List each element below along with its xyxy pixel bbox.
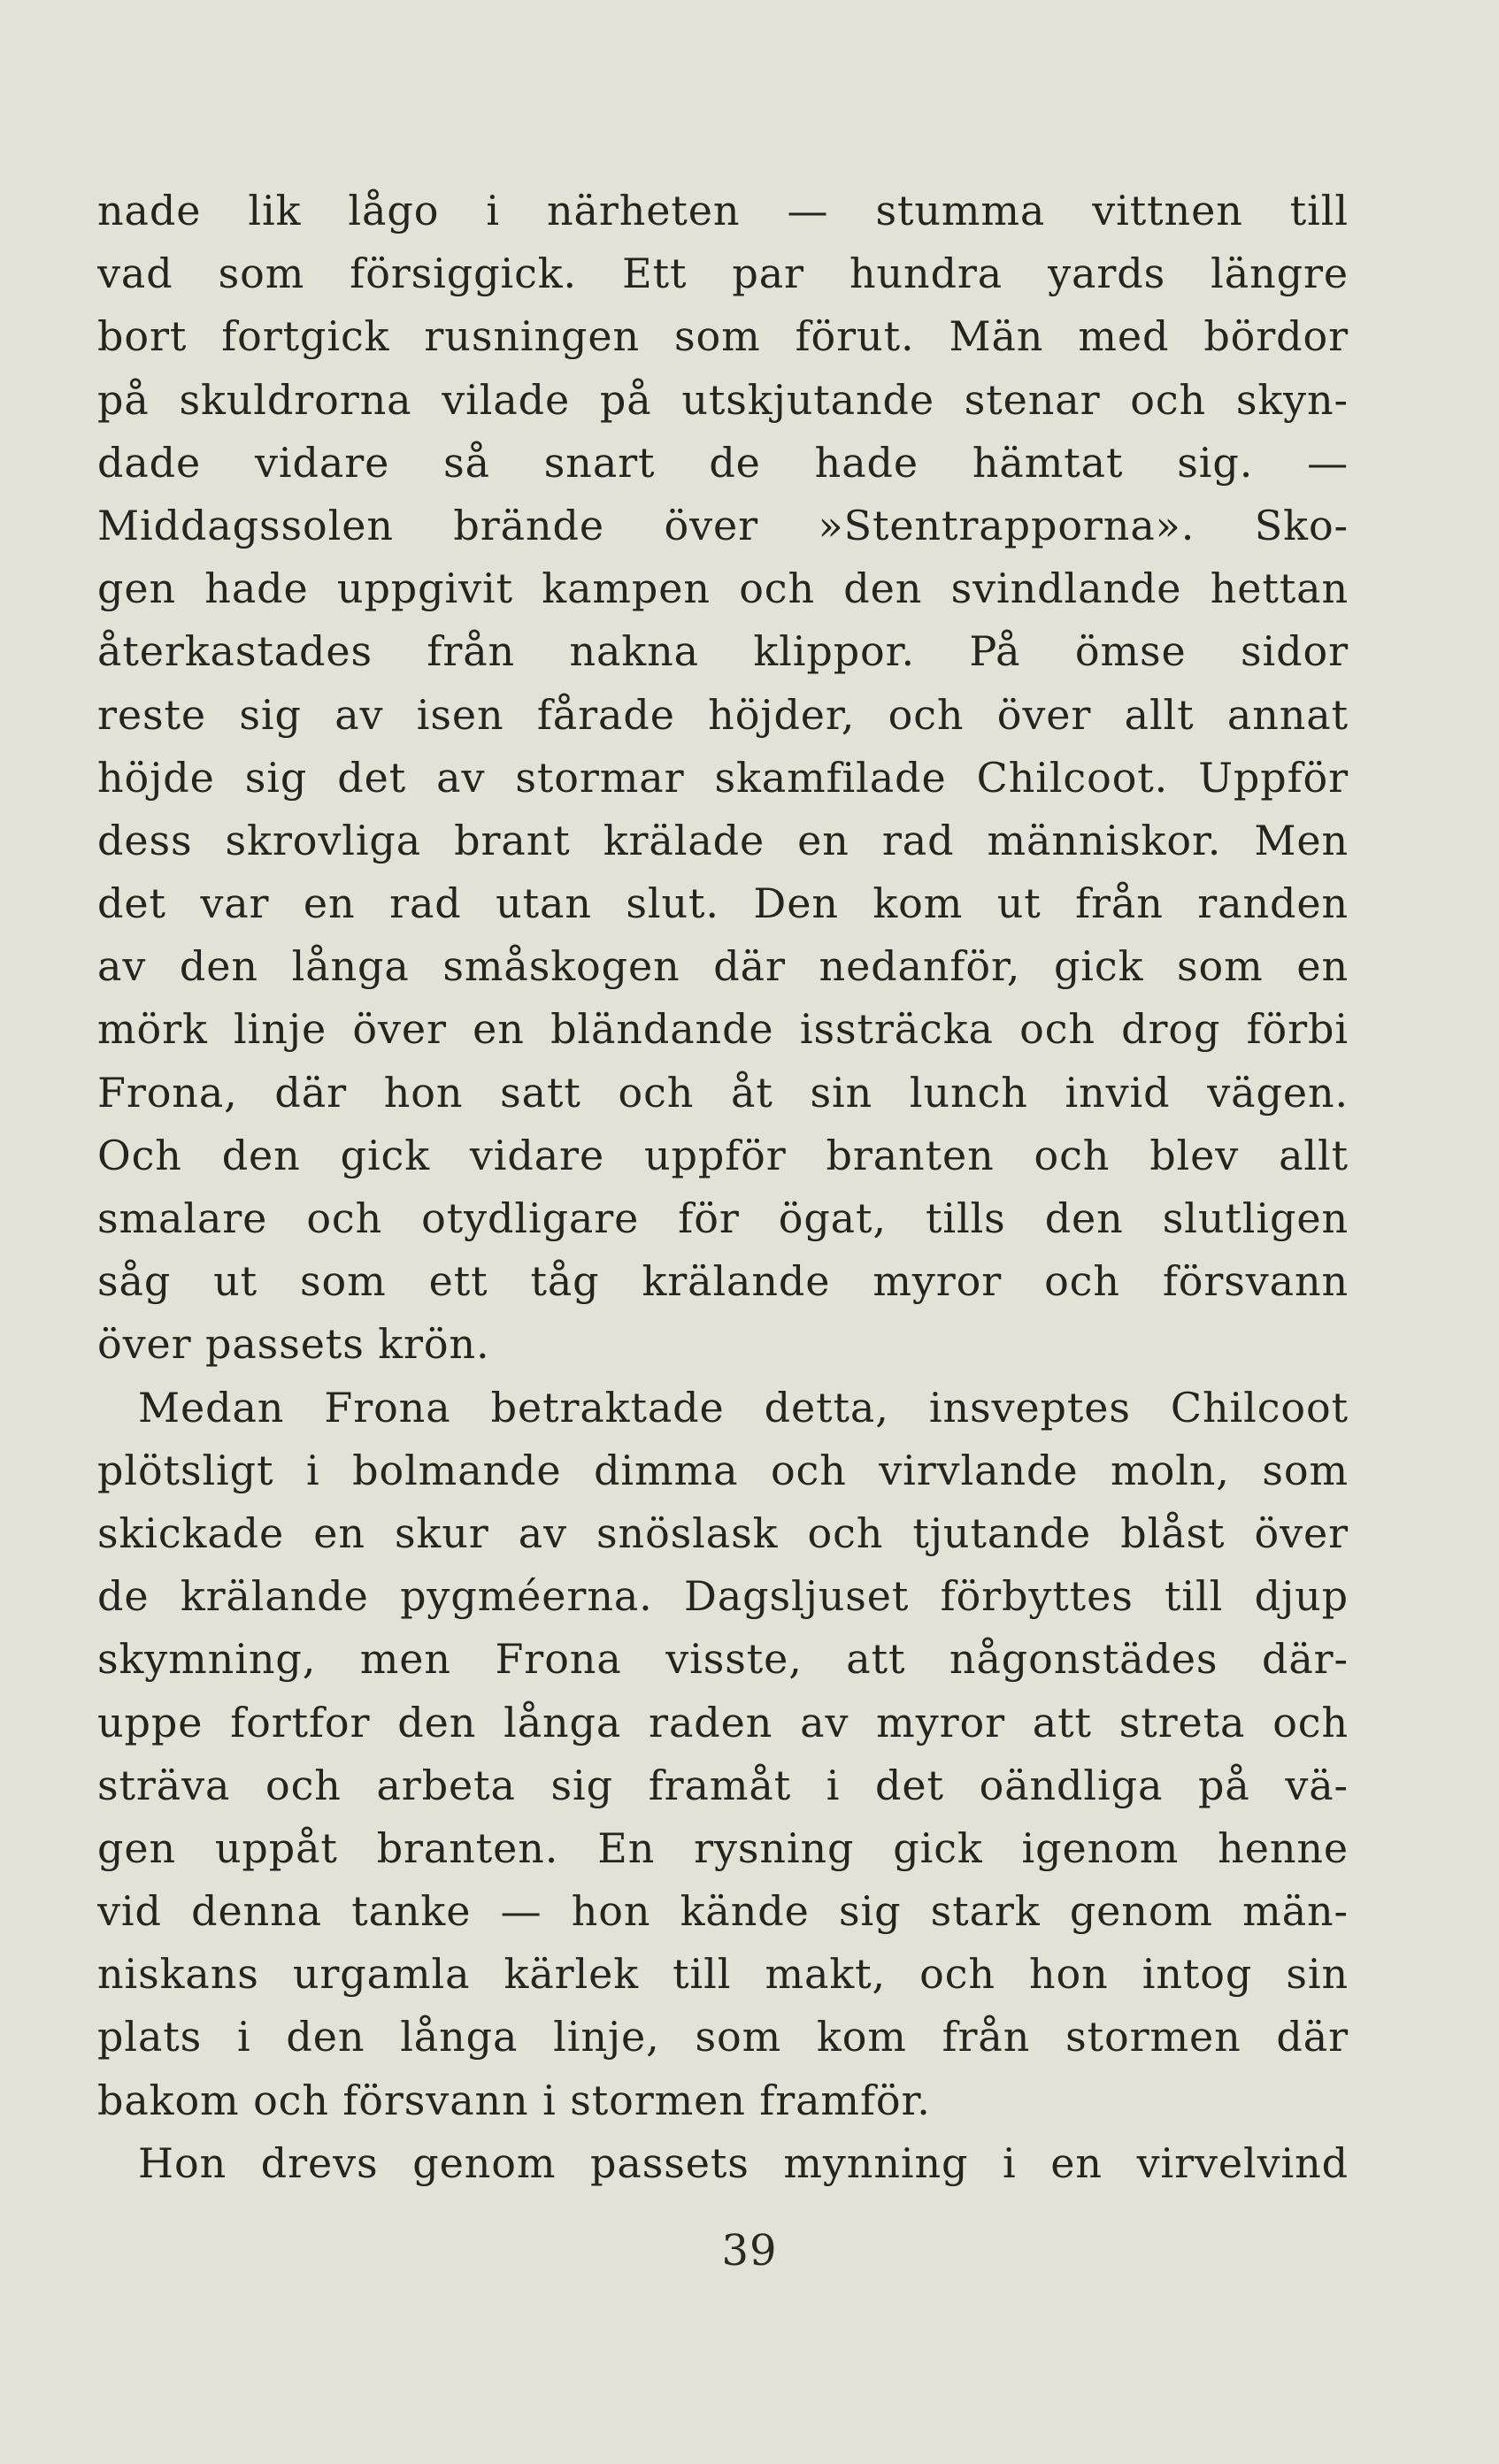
text-line: smalare och otydligare för ögat, tills den slutligen xyxy=(97,1194,1349,1242)
text-line: vad som försiggick. Ett par hundra yards längre xyxy=(97,249,1349,298)
text-line: Medan Frona betraktade detta, insveptes Chilcoot xyxy=(138,1383,1349,1432)
text-line: av den långa småskogen där nedanför, gick som en xyxy=(97,942,1349,991)
text-line: på skuldrorna vilade på utskjutande stenar och skyn- xyxy=(97,375,1349,424)
text-line: Frona, där hon satt och åt sin lunch invid vägen. xyxy=(97,1068,1349,1117)
text-line: reste sig av isen fårade höjder, och över allt annat xyxy=(97,690,1349,739)
text-line: nade lik lågo i närheten — stumma vittnen till xyxy=(97,187,1349,234)
text-line: såg ut som ett tåg krälande myror och försvann xyxy=(97,1257,1349,1306)
text-line: niskans urgamla kärlek till makt, och hon intog sin xyxy=(97,1950,1349,1999)
text-line: bakom och försvann i stormen framför. xyxy=(97,2076,931,2124)
text-line: dess skrovliga brant krälade en rad människor. Men xyxy=(97,816,1349,864)
text-line: skickade en skur av snöslask och tjutande blåst över xyxy=(97,1508,1349,1557)
text-line: det var en rad utan slut. Den kom ut från randen xyxy=(97,879,1349,928)
text-line: vid denna tanke — hon kände sig stark genom män- xyxy=(97,1887,1349,1936)
text-line: Hon drevs genom passets mynning i en virvelvind xyxy=(138,2138,1349,2187)
text-line: mörk linje över en bländande issträcka och drog förbi xyxy=(97,1005,1349,1054)
text-line: Middagssolen brände över »Stentrapporna». Sko- xyxy=(97,501,1349,549)
text-line: höjde sig det av stormar skamfilade Chilcoot. Uppför xyxy=(97,753,1349,802)
text-line: Och den gick vidare uppför branten och blev allt xyxy=(97,1131,1349,1179)
body-text xyxy=(97,180,1349,2195)
text-line: de krälande pygméerna. Dagsljuset förbyttes till djup xyxy=(97,1572,1349,1621)
page-number: 39 xyxy=(721,2226,778,2276)
text-line: plötsligt i bolmande dimma och virvlande moln, som xyxy=(97,1446,1349,1494)
text-line: plats i den långa linje, som kom från stormen där xyxy=(97,2013,1349,2061)
text-line: uppe fortfor den långa raden av myror att streta och xyxy=(97,1698,1349,1746)
text-line: över passets krön. xyxy=(97,1320,490,1369)
text-line: återkastades från nakna klippor. På ömse sidor xyxy=(97,627,1349,676)
text-line: sträva och arbeta sig framåt i det oändliga på vä- xyxy=(97,1761,1349,1809)
text-line: bort fortgick rusningen som förut. Män med bördor xyxy=(97,312,1349,361)
text-line: skymning, men Frona visste, att någonstädes där- xyxy=(97,1635,1349,1684)
text-line: dade vidare så snart de hade hämtat sig. — xyxy=(97,438,1349,487)
text-line: gen uppåt branten. En rysning gick igenom henne xyxy=(97,1823,1349,1872)
text-line: gen hade uppgivit kampen och den svindlande hettan xyxy=(97,564,1349,613)
